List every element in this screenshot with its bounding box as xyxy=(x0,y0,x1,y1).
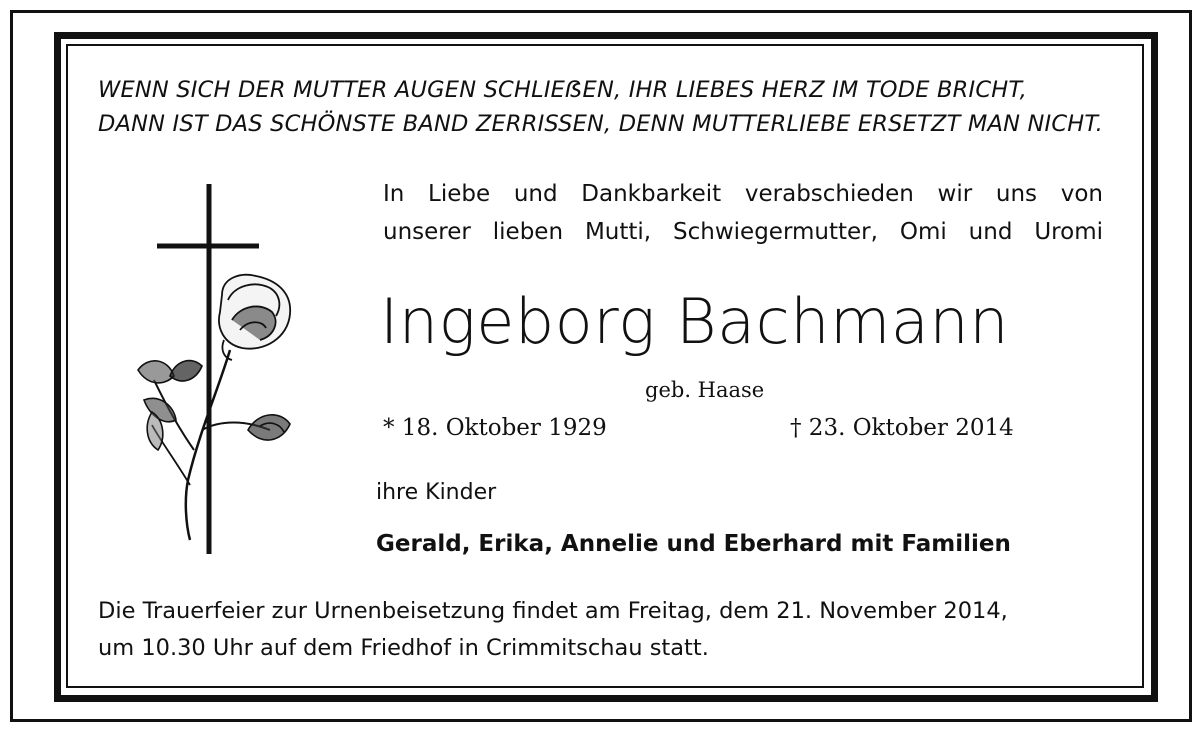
birth-date: * 18. Oktober 1929 xyxy=(383,415,607,441)
deceased-name: Ingeborg Bachmann xyxy=(380,285,1009,358)
service-notice-line-2: um 10.30 Uhr auf dem Friedhof in Crimmitschau statt. xyxy=(98,635,709,661)
verse-line-2: DANN IST DAS SCHÖNSTE BAND ZERRISSEN, DENN MUTTERLIEBE ERSETZT MAN NICHT. xyxy=(98,111,1104,137)
service-notice-line-1: Die Trauerfeier zur Urnenbeisetzung findet am Freitag, dem 21. November 2014, xyxy=(98,598,1008,624)
intro-line-1: In Liebe und Dankbarkeit verabschieden wir uns von xyxy=(383,181,1103,207)
family-names: Gerald, Erika, Annelie und Eberhard mit Familien xyxy=(376,531,1011,557)
maiden-name: geb. Haase xyxy=(645,378,765,402)
intro-line-2: unserer lieben Mutti, Schwiegermutter, Omi und Uromi xyxy=(383,219,1103,245)
family-label: ihre Kinder xyxy=(376,480,497,505)
cross-with-rose-icon xyxy=(130,180,310,560)
death-date: † 23. Oktober 2014 xyxy=(790,415,1014,441)
verse-line-1: WENN SICH DER MUTTER AUGEN SCHLIEẞEN, IHR LIEBES HERZ IM TODE BRICHT, xyxy=(98,77,1027,103)
